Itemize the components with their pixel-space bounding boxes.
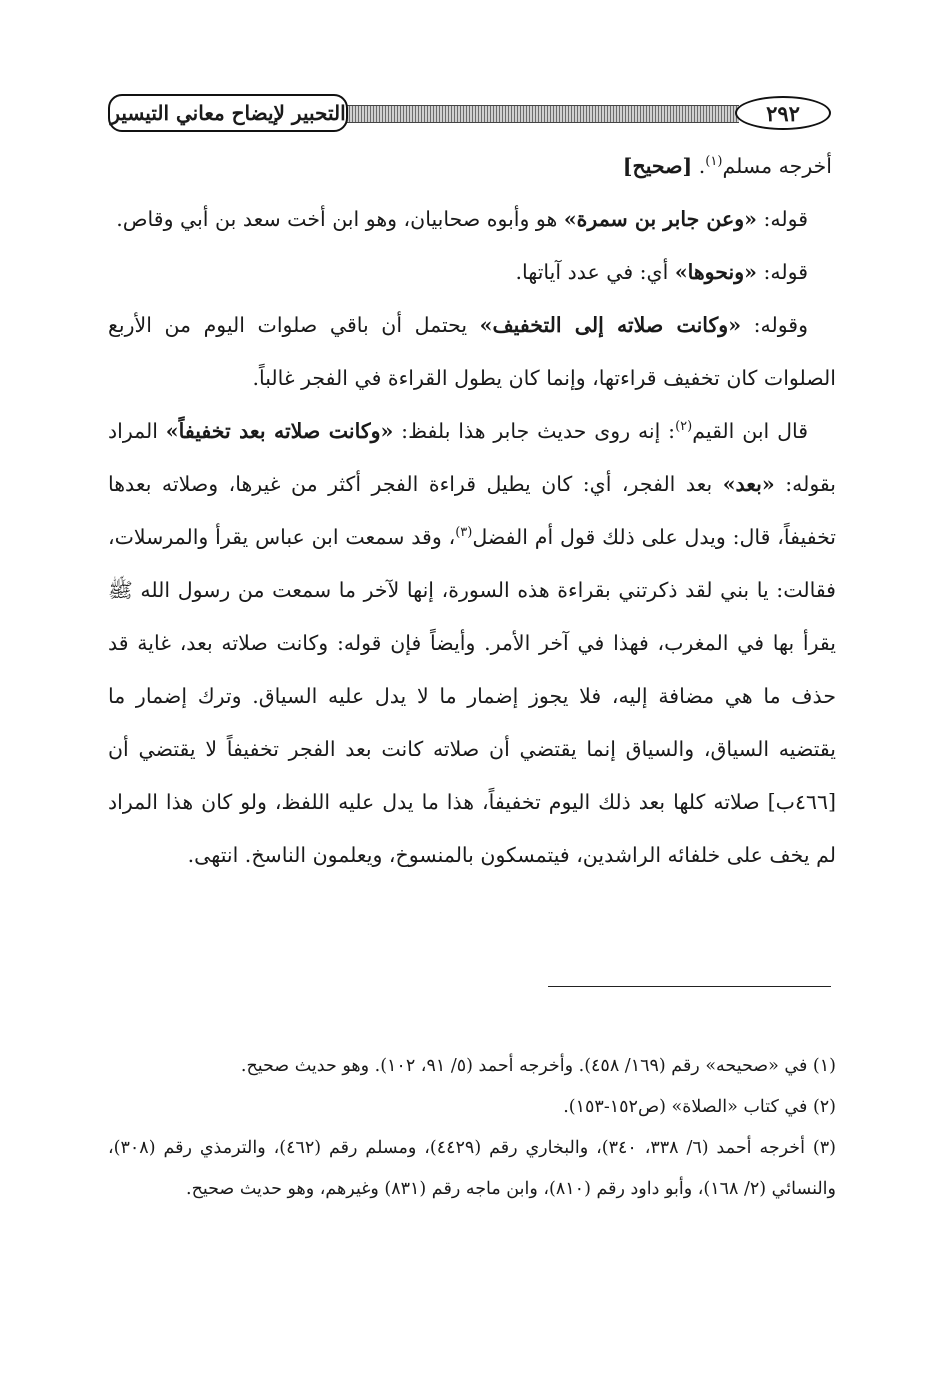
footnote-separator bbox=[548, 986, 831, 987]
footnote-ref-2[interactable]: (٢) bbox=[675, 419, 693, 435]
paragraph-4: وقوله: «وكانت صلاته إلى التخفيف» يحتمل أن باقي صلوات اليوم من الأربع الصلوات كان تخفيف قراءتها، وإنما كان يطول القراءة في الفجر غالباً. bbox=[108, 313, 836, 390]
paragraph-3: قوله: «ونحوها» أي: في عدد آياتها. bbox=[515, 260, 808, 284]
paragraph-2: قوله: «وعن جابر بن سمرة» هو وأبوه صحابيان، وهو ابن أخت سعد بن أبي وقاص. bbox=[116, 207, 808, 231]
footnote-1: (١) في «صحيحه» رقم (١٦٩/ ٤٥٨). وأخرجه أحمد (٥/ ٩١، ١٠٢). وهو حديث صحيح. bbox=[240, 1056, 836, 1076]
book-title: التحبير لإيضاح معاني التيسير bbox=[108, 94, 348, 132]
main-text bbox=[108, 140, 836, 882]
paragraph-5: قال ابن القيم$^{(٢)}$: إنه روى حديث جابر هذا بلفظ: «وكانت صلاته بعد تخفيفاً» المراد بقوله: «بعد» بعد الفجر، أي: كان يطيل قراءة الفجر أكثر من غيرها، وصلاته بعدها تخفيفاً، قال: ويدل على ذلك قول أم الفضل$^{(٣)}$، وقد سمعت ابن عباس يقرأ والمرسلات، فقالت: يا بني لقد ذكرتني بقراءة هذه السورة، إنها لآخر ما سمعت من رسول الله ﷺ يقرأ بها في المغرب، فهذا في آخر الأمر. وأيضاً فإن قوله: وكانت صلاته بعد، غاية قد حذف ما هي مضافة إليه، فلا يجوز إضمار ما لا يدل عليه السياق. وترك إضمار ما يقتضيه السياق، والسياق إنما يقتضي أن صلاته كانت بعد الفجر تخفيفاً لا يقتضي أن [٤٦٦ب] صلاته كلها بعد ذلك اليوم تخفيفاً، هذا ما يدل عليه اللفظ، ولو كان هذا المراد لم يخف على خلفائه الراشدين، فيتمسكون بالمنسوخ، ويعلمون الناسخ. انتهى. bbox=[108, 419, 837, 867]
footnote-3: (٣) أخرجه أحمد (٦/ ٣٣٨، ٣٤٠)، والبخاري رقم (٤٤٢٩)، ومسلم رقم (٤٦٢)، والترمذي رقم (٣٠٨)، والنسائي (٢/ ١٦٨)، وأبو داود رقم (٨١٠)، وابن ماجه رقم (٨٣١) وغيرهم، وهو حديث صحيح. bbox=[108, 1138, 836, 1199]
footnote-2: (٢) في كتاب «الصلاة» (ص١٥٢-١٥٣). bbox=[563, 1097, 836, 1117]
header-decorative-band bbox=[340, 105, 739, 123]
footnote-ref-3[interactable]: (٣) bbox=[455, 525, 473, 541]
footnotes bbox=[108, 1046, 836, 1210]
paragraph-1: أخرجه مسلم$^{(١)}$. [صحيح] bbox=[622, 154, 832, 178]
footnote-ref-1[interactable]: (١) bbox=[705, 154, 723, 170]
page-number: ٢٩٢ bbox=[735, 96, 831, 130]
hadith-grade: [صحيح] bbox=[622, 154, 693, 178]
running-header bbox=[104, 90, 839, 136]
